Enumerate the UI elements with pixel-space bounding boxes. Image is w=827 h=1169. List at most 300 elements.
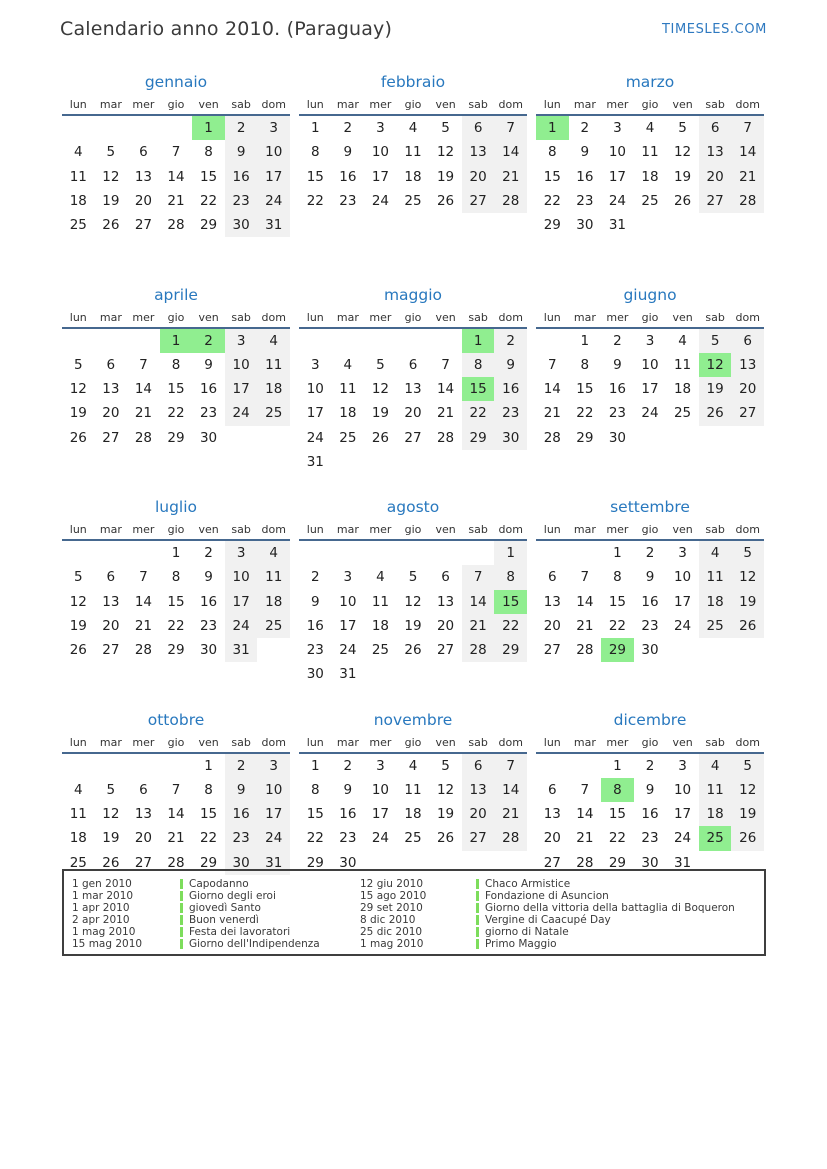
day-cell: 5 — [106, 144, 116, 161]
day-cell: 5 — [73, 356, 83, 373]
day-cell: 1 — [310, 120, 320, 136]
weekday-label: mer — [606, 735, 629, 749]
day-cell: 6 — [547, 781, 557, 798]
empty-cell — [494, 450, 527, 474]
weekday-label: ven — [198, 523, 219, 536]
legend-holiday-name: Festa dei lavoratori — [189, 926, 291, 938]
day-cell: 12 — [436, 781, 455, 798]
day-cell: 26 — [731, 614, 764, 638]
day-cell: 25 — [69, 854, 87, 871]
day-grid — [299, 116, 527, 213]
day-cell: 10 — [371, 144, 390, 161]
legend-entry — [72, 914, 360, 926]
day-cell: 20 — [543, 830, 561, 847]
weekday-label: mar — [336, 310, 359, 324]
weekday-label: ven — [198, 735, 219, 749]
day-cell: 13 — [699, 140, 732, 164]
weekday-label: sab — [468, 735, 488, 749]
day-cell: 27 — [462, 189, 495, 213]
day-cell: 13 — [404, 381, 422, 398]
day-cell: 2 — [494, 329, 527, 353]
day-cell: 27 — [731, 401, 764, 425]
day-cell: 12 — [436, 144, 455, 161]
day-cell: 4 — [408, 757, 418, 774]
day-cell: 23 — [339, 192, 357, 209]
weekday-label: gio — [404, 523, 422, 536]
day-cell: 24 — [225, 614, 258, 638]
day-cell: 3 — [310, 356, 320, 373]
day-cell: 24 — [339, 642, 357, 659]
weekday-label: lun — [306, 523, 324, 536]
day-cell: 14 — [494, 140, 527, 164]
day-cell: 10 — [225, 565, 258, 589]
day-cell: 14 — [576, 593, 594, 610]
day-cell: 18 — [69, 192, 87, 209]
weekday-label: ven — [198, 98, 219, 111]
legend-holiday-name: Giorno degli eroi — [189, 890, 276, 902]
day-cell: 30 — [494, 426, 527, 450]
day-cell: 6 — [408, 356, 418, 373]
day-cell: 11 — [641, 144, 659, 161]
day-cell: 17 — [339, 617, 357, 634]
day-cell: 27 — [543, 854, 561, 871]
day-cell: 19 — [699, 377, 732, 401]
month-title: aprile — [154, 285, 198, 304]
day-cell: 8 — [310, 781, 320, 798]
empty-cell — [95, 116, 128, 140]
empty-cell — [127, 116, 160, 140]
day-cell: 16 — [576, 168, 594, 185]
legend-date: 1 gen 2010 — [72, 878, 132, 890]
day-cell: 2 — [225, 116, 258, 140]
month-title: gennaio — [144, 73, 208, 91]
day-cell: 23 — [199, 617, 218, 634]
empty-cell — [634, 213, 667, 237]
day-cell: 10 — [673, 781, 692, 798]
day-cell: 15 — [306, 168, 324, 185]
empty-cell — [666, 638, 699, 662]
weekday-label: gio — [167, 735, 185, 749]
day-cell: 31 — [673, 854, 692, 871]
day-cell: 18 — [699, 590, 732, 614]
legend-holiday-name: Buon venerdì — [189, 914, 259, 926]
weekday-header-row — [299, 98, 527, 116]
day-cell: 22 — [462, 401, 495, 425]
day-cell: 5 — [408, 569, 418, 586]
holiday-day-cell: 1 — [462, 329, 495, 353]
legend-marker — [476, 879, 479, 889]
month-title: novembre — [373, 710, 453, 729]
empty-cell — [62, 329, 95, 353]
day-cell: 12 — [371, 381, 390, 398]
weekday-label: dom — [735, 98, 760, 111]
day-cell: 4 — [408, 120, 418, 136]
day-cell: 20 — [543, 617, 561, 634]
day-cell: 30 — [225, 851, 258, 875]
months-grid — [62, 70, 764, 920]
day-cell: 22 — [167, 617, 185, 634]
weekday-label: lun — [543, 735, 561, 749]
holiday-day-cell: 15 — [462, 377, 495, 401]
day-cell: 2 — [613, 332, 622, 349]
day-cell: 6 — [106, 569, 116, 586]
day-cell: 13 — [134, 806, 153, 823]
day-grid — [536, 116, 764, 237]
day-cell: 29 — [306, 854, 324, 871]
day-cell: 8 — [171, 569, 181, 586]
day-cell: 21 — [134, 617, 153, 634]
empty-cell — [257, 426, 290, 450]
day-cell: 31 — [257, 213, 290, 237]
legend-marker — [180, 915, 183, 925]
day-cell: 27 — [134, 217, 153, 234]
day-cell: 14 — [167, 168, 185, 185]
weekday-label: dom — [735, 735, 760, 749]
day-cell: 17 — [673, 593, 692, 610]
day-cell: 18 — [69, 830, 87, 847]
day-cell: 4 — [699, 541, 732, 565]
day-cell: 9 — [645, 781, 655, 798]
day-cell: 22 — [576, 405, 594, 422]
day-cell: 11 — [404, 781, 422, 798]
day-cell: 24 — [673, 617, 692, 634]
day-cell: 25 — [371, 642, 390, 659]
day-cell: 7 — [462, 565, 495, 589]
weekday-label: mer — [132, 735, 155, 749]
legend-marker — [476, 939, 479, 949]
day-cell: 24 — [371, 830, 390, 847]
empty-cell — [127, 754, 160, 778]
day-cell: 18 — [641, 168, 659, 185]
day-cell: 15 — [167, 593, 185, 610]
month-title: giugno — [623, 285, 677, 304]
weekday-label: ven — [672, 735, 693, 749]
day-cell: 17 — [608, 168, 627, 185]
day-cell: 9 — [343, 144, 353, 161]
day-cell: 5 — [731, 754, 764, 778]
weekday-header-row — [536, 523, 764, 541]
day-cell: 19 — [102, 830, 120, 847]
empty-cell — [666, 426, 699, 450]
day-cell: 11 — [673, 356, 692, 373]
site-link[interactable]: TIMESLES.COM — [661, 22, 767, 37]
weekday-label: lun — [543, 310, 561, 324]
weekday-label: sab — [705, 98, 725, 111]
day-cell: 9 — [310, 593, 320, 610]
weekday-label: dom — [735, 310, 760, 324]
holiday-day-cell: 1 — [160, 329, 193, 353]
day-cell: 18 — [404, 168, 422, 185]
day-cell: 30 — [576, 217, 594, 234]
day-cell: 8 — [171, 356, 181, 373]
month-giugno — [536, 283, 764, 496]
legend-holiday-name: Fondazione di Asuncion — [485, 890, 609, 902]
empty-cell — [569, 754, 602, 778]
day-cell: 28 — [576, 854, 594, 871]
day-cell: 20 — [699, 165, 732, 189]
legend-holiday-name: Giorno della vittoria della battaglia di Boqueron — [485, 902, 735, 914]
empty-cell — [95, 329, 128, 353]
day-cell: 26 — [69, 429, 87, 446]
holiday-day-cell: 1 — [536, 116, 569, 140]
day-cell: 8 — [613, 569, 622, 586]
day-cell: 23 — [641, 617, 659, 634]
day-cell: 6 — [462, 754, 495, 778]
day-cell: 18 — [339, 405, 357, 422]
legend-marker — [180, 927, 183, 937]
day-cell: 16 — [339, 168, 357, 185]
weekday-label: ven — [198, 310, 219, 324]
day-cell: 25 — [699, 614, 732, 638]
day-cell: 15 — [306, 806, 324, 823]
legend-marker — [180, 903, 183, 913]
day-cell: 17 — [225, 377, 258, 401]
day-cell: 30 — [641, 854, 659, 871]
legend-date: 1 mag 2010 — [360, 938, 424, 950]
weekday-header-row — [62, 736, 290, 754]
day-cell: 7 — [731, 116, 764, 140]
day-cell: 19 — [673, 168, 692, 185]
day-cell: 5 — [731, 541, 764, 565]
month-gennaio — [62, 70, 290, 283]
weekday-label: dom — [261, 98, 286, 111]
day-grid — [62, 329, 290, 450]
day-cell: 8 — [462, 353, 495, 377]
day-cell: 19 — [436, 806, 455, 823]
month-title: agosto — [386, 498, 440, 516]
day-cell: 11 — [257, 353, 290, 377]
day-cell: 21 — [494, 802, 527, 826]
day-cell: 11 — [339, 381, 357, 398]
day-cell: 24 — [608, 192, 627, 209]
holiday-day-cell: 1 — [192, 116, 225, 140]
day-cell: 29 — [543, 217, 561, 234]
day-cell: 13 — [436, 593, 455, 610]
day-cell: 28 — [494, 826, 527, 850]
day-cell: 28 — [436, 429, 455, 446]
day-cell: 9 — [613, 356, 622, 373]
day-cell: 6 — [547, 569, 557, 586]
day-cell: 19 — [731, 590, 764, 614]
holiday-day-cell: 2 — [192, 329, 225, 353]
day-cell: 9 — [204, 356, 213, 373]
day-cell: 5 — [441, 757, 450, 774]
day-cell: 4 — [73, 144, 83, 161]
day-cell: 21 — [462, 614, 495, 638]
weekday-label: mar — [573, 98, 596, 111]
day-grid — [62, 541, 290, 662]
day-cell: 20 — [462, 165, 495, 189]
legend-holiday-name: Vergine di Caacupé Day — [485, 914, 611, 926]
legend-entry — [360, 938, 758, 950]
day-cell: 21 — [731, 165, 764, 189]
day-cell: 25 — [404, 192, 422, 209]
day-cell: 21 — [167, 830, 185, 847]
legend-marker — [180, 939, 183, 949]
day-cell: 27 — [102, 429, 120, 446]
month-settembre — [536, 495, 764, 708]
day-cell: 13 — [731, 353, 764, 377]
day-cell: 12 — [673, 144, 692, 161]
holiday-day-cell: 15 — [494, 590, 527, 614]
day-cell: 6 — [699, 116, 732, 140]
day-cell: 23 — [494, 401, 527, 425]
day-cell: 13 — [462, 778, 495, 802]
day-cell: 7 — [441, 356, 450, 373]
weekday-label: mer — [606, 98, 629, 111]
day-cell: 4 — [645, 120, 655, 136]
day-cell: 11 — [404, 144, 422, 161]
day-cell: 19 — [69, 617, 87, 634]
weekday-label: dom — [735, 523, 760, 536]
weekday-label: dom — [498, 310, 523, 324]
empty-cell — [397, 450, 430, 474]
weekday-label: gio — [167, 310, 185, 324]
day-cell: 26 — [371, 429, 390, 446]
day-cell: 10 — [257, 140, 290, 164]
legend-entry — [360, 914, 758, 926]
day-cell: 21 — [576, 830, 594, 847]
weekday-label: ven — [435, 98, 456, 111]
month-title: maggio — [383, 285, 443, 304]
weekday-header-row — [62, 311, 290, 329]
day-cell: 28 — [543, 429, 561, 446]
empty-cell — [127, 541, 160, 565]
day-cell: 10 — [371, 781, 390, 798]
day-cell: 11 — [69, 168, 87, 185]
day-cell: 8 — [580, 356, 590, 373]
day-cell: 24 — [306, 429, 324, 446]
weekday-header-row — [299, 311, 527, 329]
day-cell: 17 — [371, 168, 390, 185]
legend-date: 8 dic 2010 — [360, 914, 416, 926]
day-cell: 18 — [404, 806, 422, 823]
page-header — [60, 18, 767, 40]
day-cell: 27 — [102, 642, 120, 659]
day-cell: 16 — [641, 806, 659, 823]
day-cell: 24 — [257, 189, 290, 213]
empty-cell — [569, 541, 602, 565]
weekday-label: ven — [672, 523, 693, 536]
day-cell: 8 — [547, 144, 557, 161]
weekday-label: dom — [261, 310, 286, 324]
day-cell: 10 — [339, 593, 357, 610]
day-cell: 4 — [73, 781, 83, 798]
weekday-label: gio — [167, 98, 185, 111]
day-cell: 7 — [580, 569, 590, 586]
day-cell: 26 — [699, 401, 732, 425]
weekday-label: dom — [498, 523, 523, 536]
day-cell: 26 — [69, 642, 87, 659]
empty-cell — [257, 638, 290, 662]
weekday-label: mar — [573, 310, 596, 324]
legend-date: 2 apr 2010 — [72, 914, 130, 926]
day-cell: 4 — [699, 754, 732, 778]
day-cell: 10 — [608, 144, 627, 161]
day-cell: 29 — [576, 429, 594, 446]
day-cell: 14 — [436, 381, 455, 398]
empty-cell — [699, 213, 732, 237]
legend-entry — [72, 902, 360, 914]
day-cell: 15 — [543, 168, 561, 185]
weekday-label: sab — [705, 310, 725, 324]
day-cell: 26 — [102, 217, 120, 234]
day-cell: 26 — [436, 192, 455, 209]
day-cell: 20 — [134, 192, 153, 209]
day-cell: 2 — [225, 754, 258, 778]
day-grid — [299, 541, 527, 687]
day-cell: 2 — [645, 757, 655, 774]
legend-entry — [72, 938, 360, 950]
day-cell: 22 — [543, 192, 561, 209]
weekday-label: gio — [404, 735, 422, 749]
day-cell: 28 — [167, 854, 185, 871]
empty-cell — [225, 426, 258, 450]
legend-marker — [180, 891, 183, 901]
day-cell: 12 — [731, 565, 764, 589]
empty-cell — [62, 754, 95, 778]
weekday-label: gio — [167, 523, 185, 536]
day-cell: 21 — [576, 617, 594, 634]
day-cell: 26 — [673, 192, 692, 209]
legend-marker — [476, 915, 479, 925]
empty-cell — [666, 213, 699, 237]
day-cell: 23 — [225, 189, 258, 213]
empty-cell — [364, 329, 397, 353]
weekday-label: mer — [606, 523, 629, 536]
day-cell: 16 — [494, 377, 527, 401]
month-title: luglio — [154, 498, 198, 516]
day-cell: 15 — [167, 381, 185, 398]
day-cell: 17 — [673, 806, 692, 823]
holiday-day-cell: 8 — [601, 778, 634, 802]
day-cell: 24 — [673, 830, 692, 847]
empty-cell — [62, 116, 95, 140]
month-agosto — [299, 495, 527, 708]
day-cell: 18 — [257, 377, 290, 401]
empty-cell — [332, 541, 365, 565]
empty-cell — [462, 541, 495, 565]
weekday-label: ven — [435, 310, 456, 324]
day-cell: 13 — [543, 593, 561, 610]
page-title: Calendario anno 2010. (Paraguay) — [60, 18, 393, 40]
day-cell: 31 — [225, 638, 258, 662]
day-cell: 21 — [543, 405, 561, 422]
day-grid — [299, 754, 527, 875]
legend-holiday-name: giorno di Natale — [485, 926, 569, 938]
empty-cell — [332, 329, 365, 353]
weekday-label: dom — [261, 735, 286, 749]
day-cell: 21 — [167, 192, 185, 209]
legend-holiday-name: Primo Maggio — [485, 938, 557, 950]
day-cell: 4 — [678, 332, 687, 349]
day-cell: 3 — [225, 329, 258, 353]
day-cell: 31 — [339, 666, 357, 683]
empty-cell — [429, 329, 462, 353]
day-cell: 22 — [167, 405, 185, 422]
weekday-label: mer — [132, 98, 155, 111]
day-cell: 22 — [306, 830, 324, 847]
day-cell: 20 — [404, 405, 422, 422]
day-cell: 24 — [371, 192, 390, 209]
day-cell: 23 — [608, 405, 627, 422]
day-cell: 13 — [102, 381, 120, 398]
month-title: febbraio — [380, 73, 446, 91]
day-cell: 17 — [257, 802, 290, 826]
empty-cell — [429, 541, 462, 565]
day-cell: 25 — [257, 614, 290, 638]
weekday-header-row — [536, 98, 764, 116]
